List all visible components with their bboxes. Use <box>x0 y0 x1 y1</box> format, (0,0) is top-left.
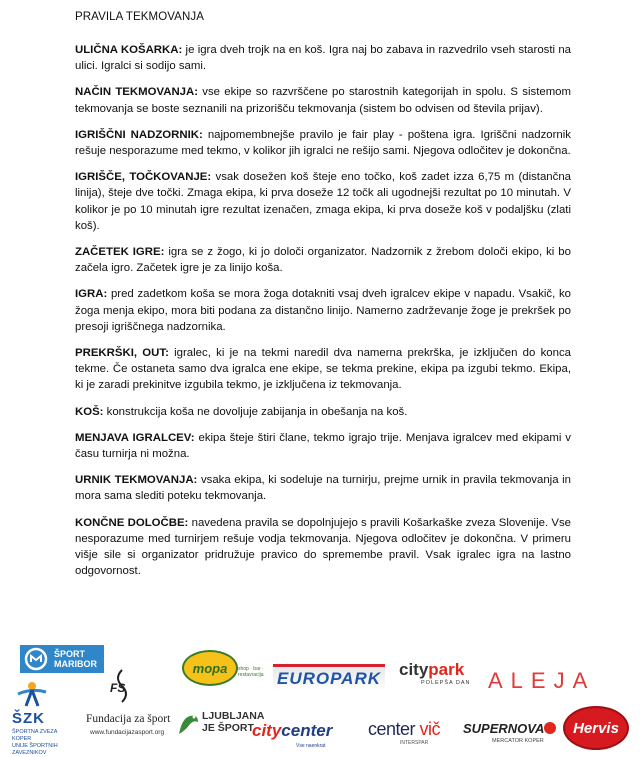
sport-maribor-line1: ŠPORT <box>54 649 86 659</box>
rule-heading: ZAČETEK IGRE: <box>75 246 165 259</box>
rule-heading: PREKRŠKI, OUT: <box>75 347 169 360</box>
rule-paragraph <box>75 84 571 116</box>
centervic-sub: INTERSPAR <box>400 740 429 746</box>
szk-abbr: ŠZK <box>12 710 45 727</box>
supernova-sub: MERCATOR KOPER <box>492 738 544 744</box>
rule-paragraph <box>75 286 571 335</box>
citycenter-logo <box>252 721 332 741</box>
sponsor-logos <box>0 630 642 757</box>
centervic-name-b: vič <box>419 719 441 739</box>
hervis-logo: Hervis <box>563 706 629 750</box>
rule-paragraph <box>75 515 571 580</box>
rule-text: vsaka ekipa, ki sodeluje na turnirju, prejme urnik in pravila tekmovanja in mora sama slediti poteku tekmovanja. <box>75 474 571 503</box>
sport-maribor-mark-icon <box>24 647 48 671</box>
szk-sub-line: UNIJE ŠPORTNIH ZAVEZNIKOV <box>12 743 58 756</box>
rule-paragraph <box>75 169 571 234</box>
fundacija-name: Fundacija za šport <box>86 713 171 725</box>
rule-text: najpomembnejše pravilo je fair play - poštena igra. Igriščni nadzornik rešuje nesporazume med tekmo, v kolikor jih igralci ne rešijo sami. Njegova odločitev je dokončna. <box>75 128 571 158</box>
rule-paragraph <box>75 127 571 159</box>
supernova-logo: SUPERNOVA <box>463 721 545 736</box>
citypark-name-a: city <box>399 660 429 679</box>
rule-paragraph <box>75 472 571 504</box>
rule-heading: IGRIŠČNI NADZORNIK: <box>75 128 203 141</box>
ljubljana-line2: JE ŠPORT <box>202 722 254 734</box>
rule-text: igralec, ki je na tekmi naredil dva namerna prekrška, je izključen do konca tekme. Če ostaneta samo dva igralca ene ekipe, se tekma prekine, ekipa pa izgubi tekmo. Ekipa, ki je zaradi prekinitve izgubila tekmo, je izključena iz tekmovanja. <box>75 347 572 392</box>
supernova-dot-icon <box>544 722 556 734</box>
citypark-sub: POLEPŠA DAN <box>421 680 471 686</box>
sport-maribor-logo <box>20 645 104 673</box>
rule-text: pred zadetkom koša se mora žoga dotakniti vsaj dveh igralcev ekipe v napadu. Vsakič, ko žoga menja ekipo, mora biti podana za distančno linijo. Namerno zadrževanje žoge je prekršek po presoji igriščnega nadzornika. <box>75 288 571 333</box>
aleja-logo: ALEJA <box>488 668 596 693</box>
rule-heading: KONČNE DOLOČBE: <box>75 516 189 529</box>
rule-heading: MENJAVA IGRALCEV: <box>75 431 195 444</box>
sport-maribor-line2: MARIBOR <box>54 659 97 669</box>
rule-text: ekipa šteje štiri člane, tekmo igrajo trije. Menjava igralcev med ekipami v času turnirja ni možna. <box>75 431 572 461</box>
szk-name <box>12 729 77 757</box>
rule-text: konstrukcija koša ne dovoljuje zabijanja in obešanja na koš. <box>103 405 408 418</box>
centervic-name-a: center <box>368 719 420 739</box>
rule-text: vsak dosežen koš šteje eno točko, koš zadet izza 6,75 m (distančna linija), šteje dve točki. Zmaga ekipa, ki prva doseže 12 točk ali ugodnejši rezultat po 10 minutah. V kolikor je po 10 minutah igre rezultat izenačen, zmaga ekipa, ki prva doseže koš v podaljšku (zlati koš). <box>75 171 571 232</box>
document-title: PRAVILA TEKMOVANJA <box>75 11 204 23</box>
rule-text: igra se z žogo, ki jo določi organizator. Nadzornik z žrebom določi ekipo, ki bo začela igro. Začetek igre je za linijo koša. <box>75 246 571 275</box>
rule-paragraph <box>75 42 571 74</box>
rule-text: je igra dveh trojk na en koš. Igra naj bo zabava in razvedrilo vseh starosti na ulici. Igralci si sodijo sami. <box>75 44 571 73</box>
ljubljana-je-sport-logo <box>176 708 265 740</box>
rule-heading: NAČIN TEKMOVANJA: <box>75 86 199 99</box>
citycenter-sub: Vse naenkrat <box>296 743 326 749</box>
ljubljana-dragon-icon <box>176 708 202 738</box>
rule-heading: IGRA: <box>75 288 108 301</box>
rule-paragraph <box>75 244 571 276</box>
rules-list <box>75 42 571 589</box>
szk-name-line: ŠPORTNA ZVEZA KOPER <box>12 729 58 742</box>
rule-text: navedena pravila se dopolnjujejo s pravili Košarkaške zveza Slovenije. Vse nesporazume med turnirjem rešuje vodja tekmovanja. Njegova odločitev je dokončna. V primeru višje sile si organizator pridružuje pravico do spremembe pravil. Vsak igralec igra na lastno odgovornost. <box>75 516 571 578</box>
fundacija-url: www.fundacijazasport.org <box>90 729 165 736</box>
centervic-logo <box>368 719 440 740</box>
mopa-sub: shop · bar · restavracija <box>238 666 264 678</box>
fs-text: FS <box>110 681 126 695</box>
rule-text: vse ekipe so razvrščene po starostnih kategorijah in spolu. S sistemom tekmovanja se boste seznanili na prizorišču tekmovanja (sistem bo odvisen od števila prijav). <box>75 86 572 115</box>
rule-paragraph <box>75 345 571 394</box>
citypark-name-b: park <box>428 660 465 679</box>
europark-logo: EUROPARK <box>273 664 385 691</box>
rule-heading: ULIČNA KOŠARKA: <box>75 44 183 56</box>
rule-heading: IGRIŠČE, TOČKOVANJE: <box>75 171 212 184</box>
citycenter-name-a: city <box>252 721 282 740</box>
rule-heading: KOŠ: <box>75 405 104 418</box>
ljubljana-line1: LJUBLJANA <box>202 710 265 722</box>
rule-heading: URNIK TEKMOVANJA: <box>75 474 198 487</box>
rule-paragraph <box>75 430 571 462</box>
citypark-logo <box>399 660 487 700</box>
citycenter-name-b: center <box>281 721 333 740</box>
rule-paragraph <box>75 404 571 420</box>
fs-logo <box>104 668 140 704</box>
mopa-logo: mopa <box>182 650 238 686</box>
